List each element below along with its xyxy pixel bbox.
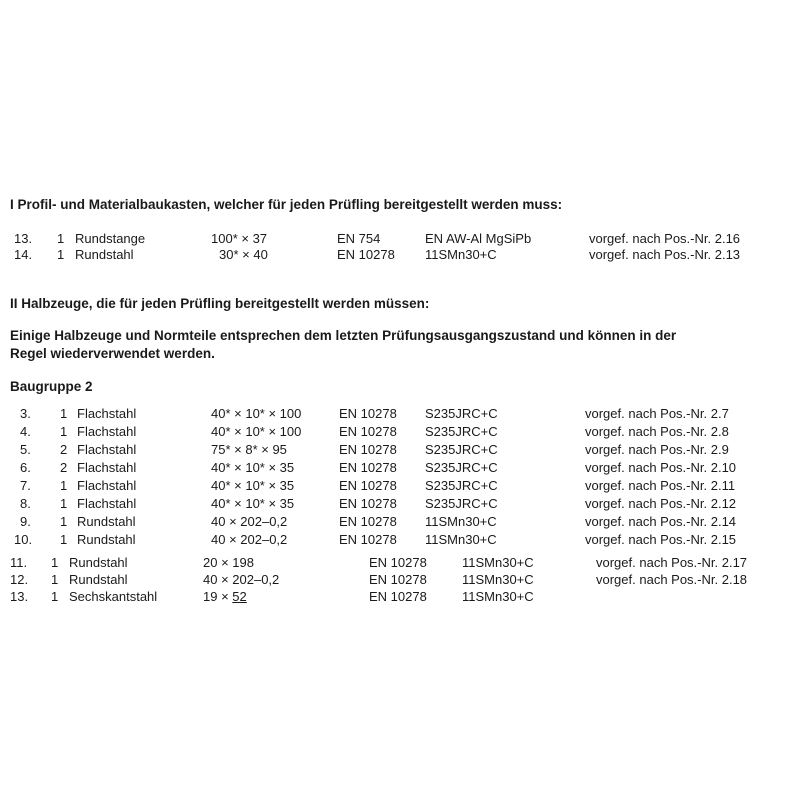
norm: EN 10278 (369, 555, 427, 570)
material: S235JRC+C (425, 478, 498, 493)
norm: EN 754 (337, 231, 381, 246)
item-name: Flachstahl (77, 496, 137, 511)
material: 11SMn30+C (425, 247, 497, 262)
quantity: 1 (51, 572, 59, 587)
quantity: 1 (60, 424, 68, 439)
pos-number: 5. (20, 442, 31, 457)
quantity: 1 (57, 231, 65, 246)
dimensions: 40* × 10* × 100 (211, 424, 302, 439)
dimensions: 75* × 8* × 95 (211, 442, 287, 457)
item-name: Flachstahl (77, 442, 137, 457)
quantity: 1 (60, 532, 68, 547)
quantity: 2 (60, 460, 68, 475)
norm: EN 10278 (339, 514, 397, 529)
quantity: 1 (60, 496, 68, 511)
note: vorgef. nach Pos.-Nr. 2.11 (585, 478, 736, 493)
dimensions: 20 × 198 (203, 555, 254, 570)
table-row (0, 460, 800, 476)
quantity: 1 (51, 555, 59, 570)
section2-paragraph-line2: Regel wiederverwendet werden. (10, 346, 215, 361)
table-row (0, 442, 800, 458)
note: vorgef. nach Pos.-Nr. 2.16 (589, 231, 741, 246)
quantity: 1 (51, 589, 59, 604)
pos-number: 13. (14, 231, 33, 246)
norm: EN 10278 (339, 532, 397, 547)
pos-number: 7. (20, 478, 31, 493)
dimensions: 100* × 37 (211, 231, 268, 246)
table-row (0, 478, 800, 494)
norm: EN 10278 (339, 460, 397, 475)
table-row (0, 424, 800, 440)
item-name: Flachstahl (77, 478, 137, 493)
note: vorgef. nach Pos.-Nr. 2.18 (596, 572, 748, 587)
material: S235JRC+C (425, 442, 498, 457)
material: S235JRC+C (425, 460, 498, 475)
norm: EN 10278 (339, 478, 397, 493)
pos-number: 8. (20, 496, 31, 511)
pos-number: 13. (10, 589, 29, 604)
note: vorgef. nach Pos.-Nr. 2.10 (585, 460, 737, 475)
note: vorgef. nach Pos.-Nr. 2.17 (596, 555, 748, 570)
pos-number: 14. (14, 247, 33, 262)
dimensions: 30* × 40 (219, 247, 268, 262)
pos-number: 4. (20, 424, 31, 439)
material: 11SMn30+C (425, 532, 497, 547)
norm: EN 10278 (339, 496, 397, 511)
note: vorgef. nach Pos.-Nr. 2.15 (585, 532, 737, 547)
quantity: 1 (60, 514, 68, 529)
item-name: Flachstahl (77, 406, 137, 421)
norm: EN 10278 (339, 424, 397, 439)
pos-number: 9. (20, 514, 31, 529)
section2-heading: II Halbzeuge, die für jeden Prüfling bereitgestellt werden müssen: (10, 296, 430, 311)
note: vorgef. nach Pos.-Nr. 2.9 (585, 442, 729, 457)
material: S235JRC+C (425, 424, 498, 439)
dimension-prefix: 19 × (203, 589, 233, 604)
dimensions: 40 × 202–0,2 (211, 514, 288, 529)
dimensions: 40 × 202–0,2 (203, 572, 280, 587)
material: EN AW-Al MgSiPb (425, 231, 532, 246)
material: 11SMn30+C (462, 572, 534, 587)
norm: EN 10278 (339, 406, 397, 421)
table-row (0, 247, 800, 263)
quantity: 1 (57, 247, 65, 262)
item-name: Rundstahl (77, 532, 136, 547)
group-title: Baugruppe 2 (10, 379, 93, 394)
table-row (0, 514, 800, 530)
dimensions: 40* × 10* × 35 (211, 478, 295, 493)
norm: EN 10278 (369, 572, 427, 587)
pos-number: 3. (20, 406, 31, 421)
table-row (0, 406, 800, 422)
item-name: Rundstahl (69, 572, 128, 587)
item-name: Rundstahl (69, 555, 128, 570)
item-name: Rundstahl (75, 247, 134, 262)
table-row (0, 496, 800, 512)
note: vorgef. nach Pos.-Nr. 2.13 (589, 247, 741, 262)
material: 11SMn30+C (462, 589, 534, 604)
table-row (0, 589, 800, 605)
pos-number: 6. (20, 460, 31, 475)
material: 11SMn30+C (425, 514, 497, 529)
note: vorgef. nach Pos.-Nr. 2.8 (585, 424, 729, 439)
norm: EN 10278 (339, 442, 397, 457)
table-row (0, 555, 800, 571)
dimensions (203, 589, 247, 605)
material: S235JRC+C (425, 496, 498, 511)
dimensions: 40* × 10* × 35 (211, 496, 295, 511)
quantity: 1 (60, 478, 68, 493)
dimension-underlined: 52 (232, 589, 247, 604)
material: S235JRC+C (425, 406, 498, 421)
dimensions: 40 × 202–0,2 (211, 532, 288, 547)
note: vorgef. nach Pos.-Nr. 2.7 (585, 406, 729, 421)
item-name: Flachstahl (77, 424, 137, 439)
note: vorgef. nach Pos.-Nr. 2.14 (585, 514, 737, 529)
norm: EN 10278 (369, 589, 427, 604)
pos-number: 12. (10, 572, 29, 587)
table-row (0, 572, 800, 588)
section1-heading: I Profil- und Materialbaukasten, welcher für jeden Prüfling bereitgestellt werden muss: (10, 197, 563, 212)
quantity: 1 (60, 406, 68, 421)
material: 11SMn30+C (462, 555, 534, 570)
pos-number: 10. (14, 532, 33, 547)
table-row (0, 231, 800, 247)
item-name: Sechskantstahl (69, 589, 158, 604)
quantity: 2 (60, 442, 68, 457)
section2-paragraph-line1: Einige Halbzeuge und Normteile entsprechen dem letzten Prüfungsausgangszustand und können in der (10, 328, 677, 343)
item-name: Rundstange (75, 231, 146, 246)
dimensions: 40* × 10* × 35 (211, 460, 295, 475)
item-name: Flachstahl (77, 460, 137, 475)
pos-number: 11. (10, 555, 28, 570)
item-name: Rundstahl (77, 514, 136, 529)
table-row (0, 532, 800, 548)
dimensions: 40* × 10* × 100 (211, 406, 302, 421)
norm: EN 10278 (337, 247, 395, 262)
note: vorgef. nach Pos.-Nr. 2.12 (585, 496, 737, 511)
